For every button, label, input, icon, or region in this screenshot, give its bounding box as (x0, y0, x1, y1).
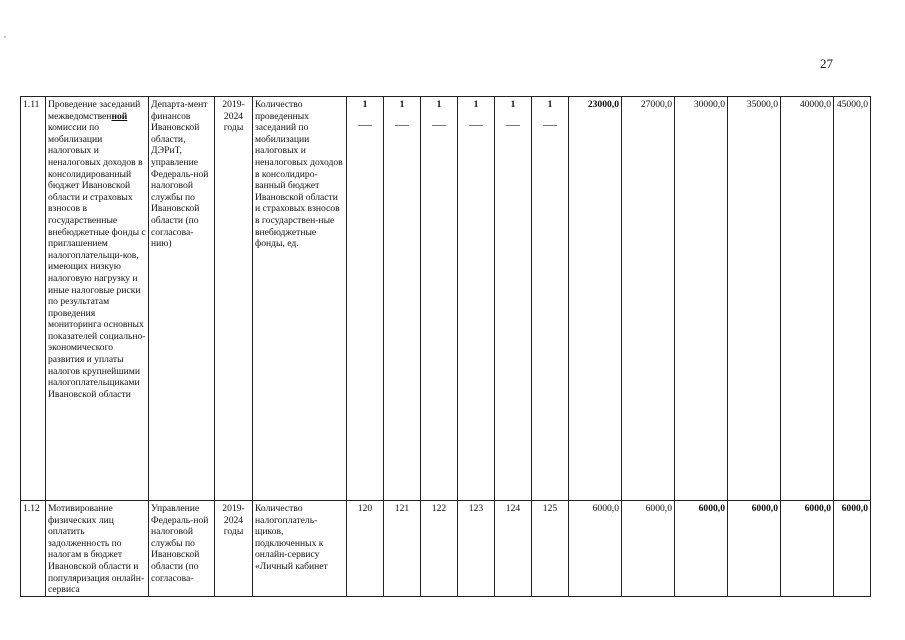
finance-value: 6000,0 (675, 501, 728, 597)
page-number: 27 (820, 56, 833, 71)
event-text: Проведение заседаний межведомствен (48, 99, 141, 122)
target-value: 1 (421, 97, 458, 501)
program-table (20, 96, 871, 597)
target-value: 123 (458, 501, 495, 597)
finance-value: 27000,0 (622, 97, 675, 501)
row-index: 1.11 (21, 97, 46, 501)
target-value: 1 (384, 97, 421, 501)
event-description (46, 97, 149, 501)
finance-value: 30000,0 (675, 97, 728, 501)
indicator: Количество проведенных заседаний по мобилизации налоговых и неналоговых доходов в консолидиро-ванный бюджет Ивановской области и страховых взносов в государствен-ные внебюджетные фонды, ед. (253, 97, 347, 501)
finance-value: 6000,0 (781, 501, 834, 597)
target-value: 124 (495, 501, 532, 597)
finance-value: 6000,0 (622, 501, 675, 597)
event-description: Мотивирование физических лиц оплатить задолженность по налогам в бюджет Ивановской области и популяризация онлайн-сервиса (46, 501, 149, 597)
indicator: Количество налогоплатель-щиков, подключенных к онлайн-сервису «Личный кабинет (253, 501, 347, 597)
period: 2019-2024 годы (215, 501, 253, 597)
finance-value: 6000,0 (728, 501, 781, 597)
target-value: 122 (421, 501, 458, 597)
target-value: 121 (384, 501, 421, 597)
finance-value: 40000,0 (781, 97, 834, 501)
row-index: 1.12 (21, 501, 46, 597)
target-value: 1 (347, 97, 384, 501)
table-row (21, 97, 871, 501)
executor: Департа-мент финансов Ивановской области, ДЭРиТ, управление Федераль-ной налоговой службы по Ивановской области (по согласова-нию) (149, 97, 215, 501)
target-value: 125 (532, 501, 569, 597)
finance-value: 6000,0 (834, 501, 871, 597)
finance-value: 35000,0 (728, 97, 781, 501)
target-value: 1 (458, 97, 495, 501)
target-value: 1 (495, 97, 532, 501)
finance-value: 6000,0 (569, 501, 622, 597)
target-value: 1 (532, 97, 569, 501)
target-value: 120 (347, 501, 384, 597)
event-text-underlined: ной (111, 110, 128, 122)
event-text: комиссии по мобилизации налоговых и неналоговых доходов в консолидированный бюджет Ивановской области и страховых взносов в государственные внебюджетные фонды с приглашением налогоплательщи-ков, имеющих низкую налоговую нагрузку и иные налоговые риски по результатам проведения мониторинга основных показателей социально-экономического развития и уплаты налогов крупнейшими налогоплательщиками Ивановской области (48, 122, 146, 400)
executor: Управление Федераль-ной налоговой службы по Ивановской области (по согласова- (149, 501, 215, 597)
finance-value: 23000,0 (569, 97, 622, 501)
table-row (21, 501, 871, 597)
period: 2019-2024 годы (215, 97, 253, 501)
finance-value: 45000,0 (834, 97, 871, 501)
margin-mark: , (4, 30, 6, 39)
